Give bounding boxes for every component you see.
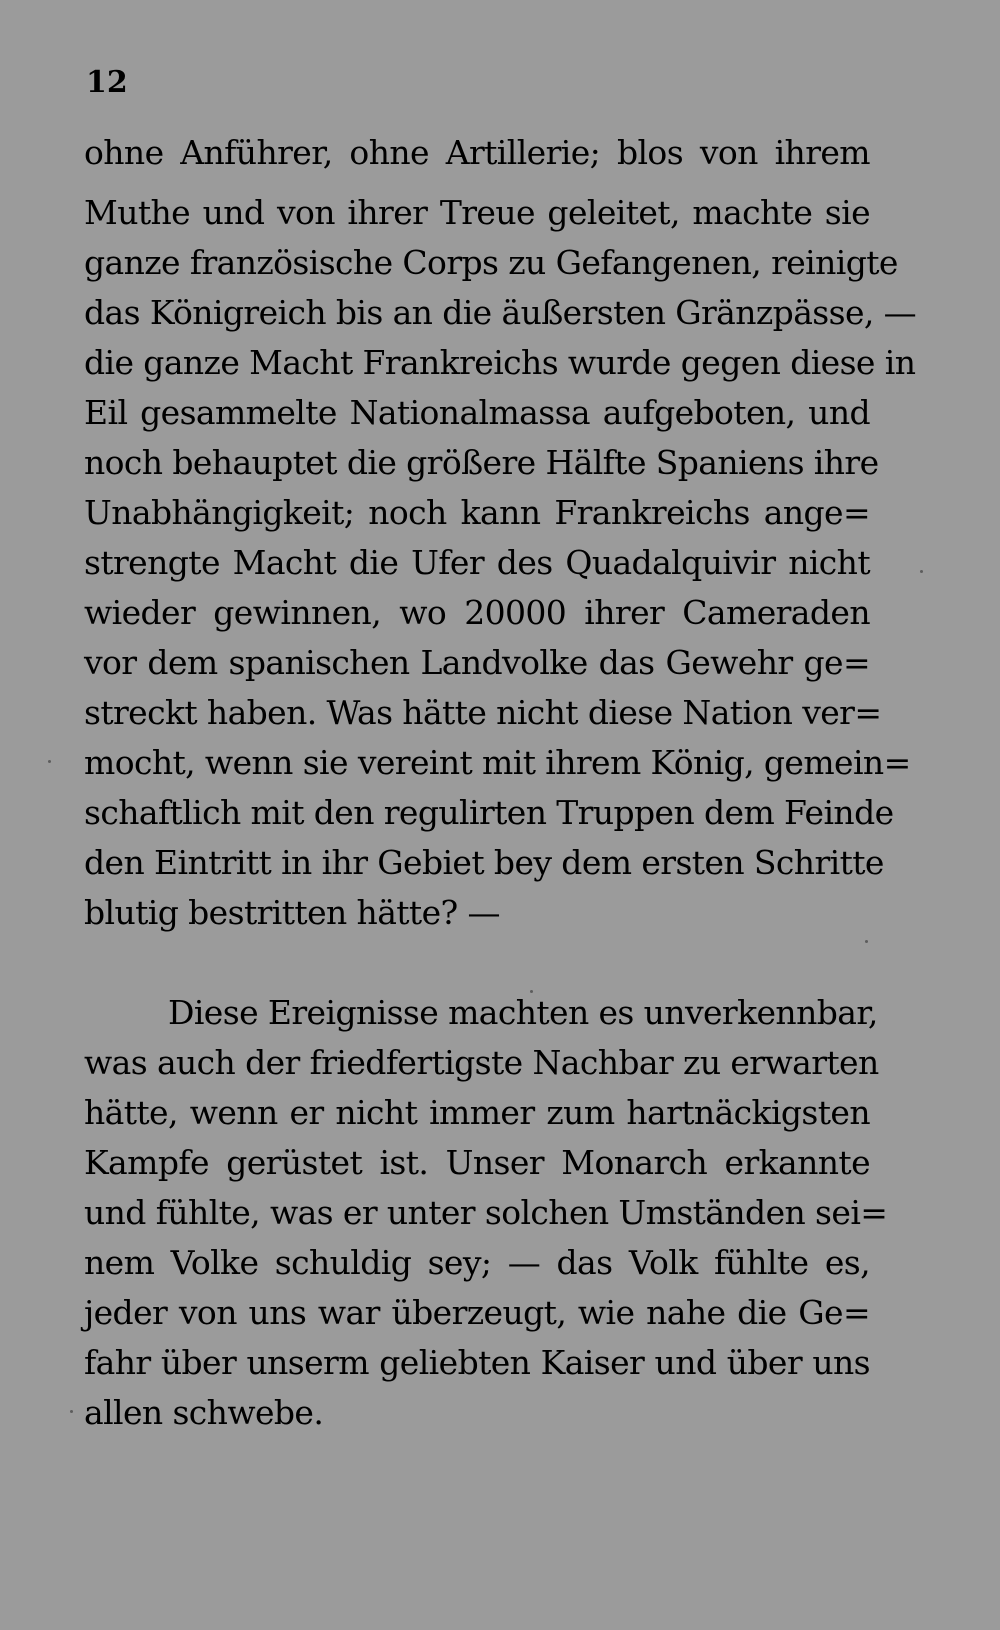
- text-line: den Eintritt in ihr Gebiet bey dem ersten Schritte: [84, 843, 884, 882]
- text-line: nem Volke schuldig sey; — das Volk fühlte es,: [84, 1243, 870, 1282]
- text-line: ganze französische Corps zu Gefangenen, reinigte: [84, 243, 898, 282]
- text-line: was auch der friedfertigste Nachbar zu erwarten: [84, 1043, 879, 1082]
- text-line: Muthe und von ihrer Treue geleitet, machte sie: [84, 193, 870, 232]
- scan-speck: [70, 1410, 73, 1413]
- text-line: vor dem spanischen Landvolke das Gewehr ge=: [84, 643, 870, 682]
- text-line: hätte, wenn er nicht immer zum hartnäckigsten: [84, 1093, 870, 1132]
- text-line: strengte Macht die Ufer des Quadalquivir nicht: [84, 543, 870, 582]
- text-line: Kampfe gerüstet ist. Unser Monarch erkannte: [84, 1143, 870, 1182]
- text-line: noch behauptet die größere Hälfte Spaniens ihre: [84, 443, 879, 482]
- scan-speck: [865, 940, 868, 943]
- text-line: Unabhängigkeit; noch kann Frankreichs ange=: [84, 493, 870, 532]
- text-line: ohne Anführer, ohne Artillerie; blos von ihrem: [84, 133, 870, 172]
- text-line: mocht, wenn sie vereint mit ihrem König, gemein=: [84, 743, 911, 782]
- scan-speck: [920, 570, 923, 573]
- scan-speck: [530, 990, 533, 993]
- text-line: blutig bestritten hätte? —: [84, 893, 500, 932]
- scan-speck: [48, 760, 51, 763]
- text-line: schaftlich mit den regulirten Truppen dem Feinde: [84, 793, 894, 832]
- text-line: wieder gewinnen, wo 20000 ihrer Cameraden: [84, 593, 870, 632]
- text-line: jeder von uns war überzeugt, wie nahe die Ge=: [84, 1293, 870, 1332]
- text-line: streckt haben. Was hätte nicht diese Nation ver=: [84, 693, 882, 732]
- text-line: und fühlte, was er unter solchen Umständen sei=: [84, 1193, 888, 1232]
- text-line: Diese Ereignisse machten es unverkennbar,: [168, 993, 878, 1032]
- page-number: 12: [86, 65, 128, 100]
- text-line: fahr über unserm geliebten Kaiser und über uns: [84, 1343, 870, 1382]
- text-line: die ganze Macht Frankreichs wurde gegen diese in: [84, 343, 916, 382]
- text-line: allen schwebe.: [84, 1393, 324, 1432]
- text-line: das Königreich bis an die äußersten Gränzpässe, —: [84, 293, 917, 332]
- text-line: Eil gesammelte Nationalmassa aufgeboten, und: [84, 393, 870, 432]
